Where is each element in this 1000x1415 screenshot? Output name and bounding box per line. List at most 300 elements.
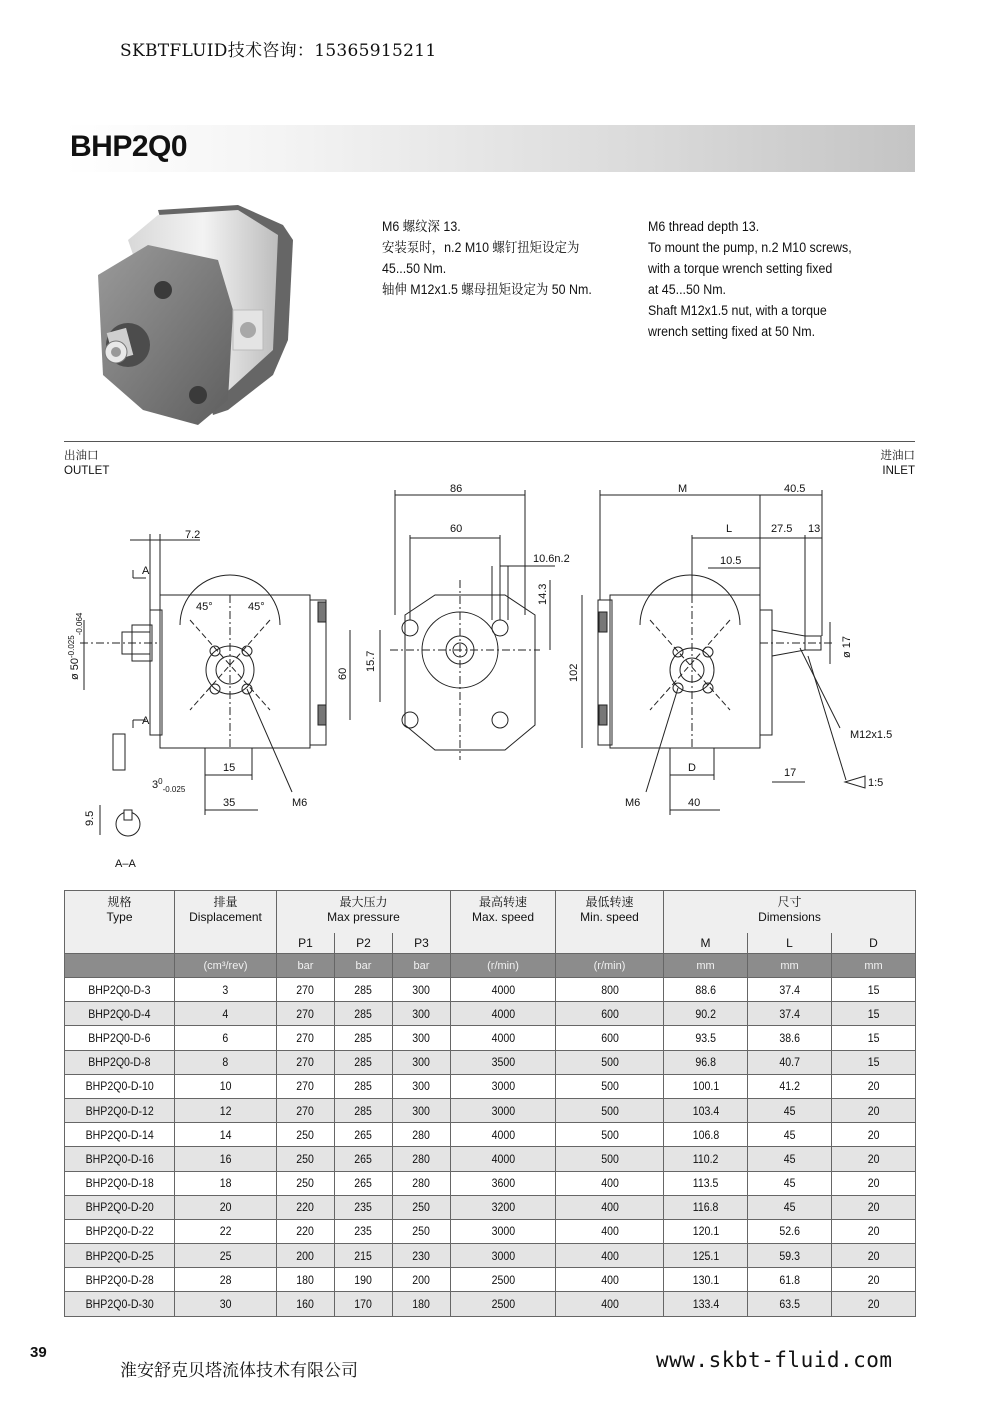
pump-mount-hole [154,281,172,299]
cell-value: 20 [219,1200,232,1215]
table-cell [748,1074,832,1098]
dim-13: 13 [808,523,821,535]
table-cell [451,1026,556,1050]
dim-17: 17 [784,767,797,779]
table-cell [664,978,748,1002]
table-row [65,1171,916,1195]
cell-value: 400 [600,1176,619,1191]
table-cell [65,1147,175,1171]
cell-value: 15 [867,1055,880,1070]
cell-value: 20 [867,1200,880,1215]
table-cell [832,1002,916,1026]
cell-value: 20 [867,1297,880,1312]
table-row [65,1219,916,1243]
table-cell [832,1195,916,1219]
cell-value: 20 [867,1224,880,1239]
table-cell [277,1002,335,1026]
dim-27-5: 27.5 [771,523,793,535]
cell-value: 270 [296,1103,315,1118]
table-cell [832,1123,916,1147]
cell-value: 4000 [491,1030,515,1045]
cell-value: 3000 [491,1248,515,1263]
cell-value: 270 [296,1055,315,1070]
cell-value: 40.7 [779,1055,800,1070]
cell-value: 250 [412,1200,431,1215]
angle-45: 45° [196,601,213,613]
cell-value: 100.1 [692,1079,719,1094]
cell-value: 300 [412,1103,431,1118]
cell-value: 15 [867,982,880,997]
cell-value: 52.6 [779,1224,800,1239]
table-cell [556,978,664,1002]
unit-disp: (cm³/rev) [175,954,277,978]
right-flange [760,610,772,735]
table-cell [175,1123,277,1147]
dim-102: 102 [568,663,580,682]
cell-value: 14 [219,1127,232,1142]
cell-value: BHP2Q0-D-30 [85,1297,154,1312]
table-cell [664,1074,748,1098]
cell-value: 500 [600,1103,619,1118]
table-cell [277,1268,335,1292]
website-link[interactable]: www.skbt-fluid.com [656,1348,893,1372]
table-cell [748,1244,832,1268]
cell-value: 106.8 [692,1127,719,1142]
inlet-label-cn: 进油口 [880,450,915,462]
cell-value: 4 [222,1006,229,1021]
front-bolt-hole [492,620,508,636]
cell-value: 190 [354,1272,373,1287]
cell-value: 180 [296,1272,315,1287]
cell-value: 4000 [491,982,515,997]
page-title: BHP2Q0 [70,130,188,163]
cell-value: 15 [867,1030,880,1045]
table-cell [65,1244,175,1268]
header-row [65,891,916,934]
cell-value: 4000 [491,1006,515,1021]
col-p1: P1 [277,933,335,954]
table-cell [664,1244,748,1268]
title-band [64,125,915,172]
table-row [65,1098,916,1122]
cell-value: 4000 [491,1151,515,1166]
table-cell [664,1171,748,1195]
cell-value: 96.8 [695,1055,716,1070]
dim-3: $3^0_{-0.025}$ [152,777,186,794]
table-cell [664,1050,748,1074]
table-cell [832,1026,916,1050]
cell-value: 41.2 [779,1079,800,1094]
table-cell [335,1123,393,1147]
cell-value: 61.8 [779,1272,800,1287]
table-cell [832,978,916,1002]
right-screw [599,705,607,725]
cell-value: 265 [354,1176,373,1191]
cell-value: 28 [219,1272,232,1287]
cell-value: 400 [600,1248,619,1263]
note-en-line: at 45...50 Nm. [648,282,727,297]
note-cn-line: 45...50 Nm. [382,261,447,276]
cell-value: 25 [219,1248,232,1263]
table-cell [556,1292,664,1316]
cell-value: 600 [600,1006,619,1021]
cell-value: 3000 [491,1224,515,1239]
pump-port [240,322,256,338]
note-cn-line: M6 螺纹深 13. [382,219,461,234]
unit-p3: bar [393,954,451,978]
note-en-line: To mount the pump, n.2 M10 screws, [648,240,852,255]
dim-86: 86 [450,483,463,495]
cell-value: 280 [412,1151,431,1166]
cell-value: 215 [354,1248,373,1263]
table-cell [335,1098,393,1122]
unit-m: mm [664,954,748,978]
table-cell [335,1171,393,1195]
table-row [65,1244,916,1268]
col-max-speed: 最高转速 Max. speed [451,891,556,954]
cell-value: 265 [354,1127,373,1142]
section-mark-a: A [142,715,150,727]
table-cell [65,1292,175,1316]
front-flange-outline [405,595,535,750]
cell-value: 265 [354,1151,373,1166]
cell-value: 235 [354,1224,373,1239]
pump-shaft-center [111,347,121,357]
table-cell [664,1292,748,1316]
table-cell [65,978,175,1002]
table-cell [175,1195,277,1219]
table-cell [832,1268,916,1292]
outlet-label-cn: 出油口 [64,450,99,462]
cell-value: 125.1 [692,1248,719,1263]
table-row [65,1268,916,1292]
cell-value: 220 [296,1224,315,1239]
note-en-line: wrench setting fixed at 50 Nm. [648,324,816,339]
cell-value: BHP2Q0-D-22 [85,1224,154,1239]
cell-value: 12 [219,1103,232,1118]
table-cell [65,1268,175,1292]
table-cell [335,1002,393,1026]
col-displacement: 排量 Displacement [175,891,277,954]
cell-value: 20 [867,1103,880,1118]
header-contact: SKBTFLUID技术咨询：15365915211 [120,41,437,61]
dim-d: D [688,762,696,774]
cell-value: 37.4 [779,982,800,997]
cell-value: 180 [412,1297,431,1312]
right-taper-arrow [845,776,865,788]
cell-value: 250 [412,1224,431,1239]
left-body-outline [160,595,310,748]
table-cell [556,1074,664,1098]
cell-value: 8 [222,1055,229,1070]
cell-value: 130.1 [692,1272,719,1287]
table-row [65,978,916,1002]
dim-14-3: 14.3 [537,583,549,605]
table-cell [393,1026,451,1050]
dim-10-5: 10.5 [720,555,742,567]
front-bolt-hole [402,712,418,728]
cell-value: 270 [296,1079,315,1094]
cell-value: 22 [219,1224,232,1239]
table-row [65,1195,916,1219]
table-cell [277,1147,335,1171]
cell-value: 300 [412,1006,431,1021]
cell-value: BHP2Q0-D-25 [85,1248,154,1263]
table-cell [277,1195,335,1219]
note-cn-line: 安装泵时，n.2 M10 螺钉扭矩设定为 [382,240,580,255]
table-cell [832,1292,916,1316]
cell-value: 285 [354,1103,373,1118]
table-cell [175,1244,277,1268]
outlet-label-en: OUTLET [64,465,110,477]
cell-value: 15 [867,1006,880,1021]
table-cell [393,1268,451,1292]
table-cell [175,978,277,1002]
dim-35: 35 [223,797,236,809]
table-cell [451,1171,556,1195]
table-cell [748,1002,832,1026]
cell-value: 103.4 [692,1103,719,1118]
cell-value: 235 [354,1200,373,1215]
table-cell [335,1292,393,1316]
company-name: 淮安舒克贝塔流体技术有限公司 [120,1361,358,1381]
cell-value: 20 [867,1176,880,1191]
cell-value: 250 [296,1127,315,1142]
table-cell [65,1098,175,1122]
unit-l: mm [748,954,832,978]
cell-value: 400 [600,1272,619,1287]
dim-9-5: 9.5 [84,810,96,826]
table-cell [556,1195,664,1219]
cell-value: 285 [354,1006,373,1021]
table-cell [748,1292,832,1316]
right-screw [599,612,607,632]
right-bolt-hole [673,647,683,657]
cell-value: 120.1 [692,1224,719,1239]
left-bolt-hole [242,646,252,656]
section-mark-a: A [142,565,150,577]
table-cell [393,1195,451,1219]
dim-15-7: 15.7 [365,650,377,672]
table-cell [335,1050,393,1074]
cell-value: 280 [412,1176,431,1191]
cell-value: 116.8 [692,1200,719,1215]
table-cell [393,1002,451,1026]
cell-value: 300 [412,1030,431,1045]
cell-value: 270 [296,982,315,997]
cell-value: 500 [600,1127,619,1142]
cell-value: 45 [783,1127,796,1142]
cell-value: BHP2Q0-D-3 [88,982,151,997]
cell-value: BHP2Q0-D-8 [88,1055,151,1070]
table-cell [335,1026,393,1050]
table-cell [832,1219,916,1243]
table-cell [393,1292,451,1316]
cell-value: 2500 [491,1272,515,1287]
table-cell [556,1244,664,1268]
dim-40-5: 40.5 [784,483,806,495]
table-cell [65,1050,175,1074]
table-cell [175,1050,277,1074]
table-cell [65,1195,175,1219]
cell-value: 300 [412,1079,431,1094]
table-cell [664,1195,748,1219]
cell-value: BHP2Q0-D-20 [85,1200,154,1215]
table-cell [277,1292,335,1316]
cell-value: 10 [219,1079,232,1094]
table-row [65,1050,916,1074]
cell-value: 3 [222,982,229,997]
cell-value: 20 [867,1127,880,1142]
cell-value: 3000 [491,1103,515,1118]
table-cell [748,1026,832,1050]
table-cell [65,1074,175,1098]
side-view [582,490,865,815]
dim-l: L [726,523,733,535]
pump-photo [88,200,303,430]
cell-value: 59.3 [779,1248,800,1263]
right-body-outline [610,595,760,748]
cell-value: 500 [600,1151,619,1166]
table-cell [832,1098,916,1122]
unit-p1: bar [277,954,335,978]
spec-table [64,890,916,1317]
cell-value: 30 [219,1297,232,1312]
notes-chinese [382,216,630,300]
cell-value: 38.6 [779,1030,800,1045]
table-row [65,1074,916,1098]
table-cell [277,1098,335,1122]
table-cell [175,1171,277,1195]
table-cell [277,1123,335,1147]
col-type: 规格 Type [65,891,175,954]
table-cell [451,978,556,1002]
table-cell [748,1219,832,1243]
left-view [80,534,326,836]
cell-value: 280 [412,1127,431,1142]
table-cell [664,1098,748,1122]
cell-value: 200 [296,1248,315,1263]
right-leader-m12 [800,648,840,728]
table-cell [748,1268,832,1292]
section-aa-label: A–A [115,858,136,870]
table-cell [556,1098,664,1122]
table-row [65,1147,916,1171]
cell-value: 500 [600,1079,619,1094]
table-cell [451,1074,556,1098]
dim-60: 60 [450,523,463,535]
col-max-pressure: 最大压力 Max pressure [277,891,451,934]
cell-value: 20 [867,1151,880,1166]
table-cell [65,1123,175,1147]
table-cell [65,1219,175,1243]
table-cell [277,1219,335,1243]
unit-d: mm [832,954,916,978]
col-dimensions: 尺寸 Dimensions [664,891,916,934]
dim-10-6: 10.6n.2 [533,553,570,565]
front-bolt-hole [402,620,418,636]
units-row [65,954,916,978]
table-cell [175,1268,277,1292]
table-cell [451,1292,556,1316]
notes-english [648,216,878,342]
table-cell [335,1219,393,1243]
table-cell [335,1268,393,1292]
left-leader-m6 [247,689,292,792]
section-divider [64,441,915,442]
cell-value: BHP2Q0-D-10 [85,1079,154,1094]
unit-min-speed: (r/min) [556,954,664,978]
col-m: M [664,933,748,954]
cell-value: 110.2 [692,1151,719,1166]
table-cell [664,1268,748,1292]
cell-value: 400 [600,1200,619,1215]
label-m12: M12x1.5 [850,729,893,741]
right-leader-m6 [646,688,678,792]
cell-value: 230 [412,1248,431,1263]
table-cell [175,1147,277,1171]
cell-value: 16 [219,1151,232,1166]
cell-value: 285 [354,982,373,997]
table-cell [556,1050,664,1074]
taper-ratio: 1:5 [868,777,884,789]
pump-mount-hole [189,386,207,404]
table-cell [65,1002,175,1026]
cell-value: 285 [354,1055,373,1070]
table-cell [748,1195,832,1219]
unit-max-speed: (r/min) [451,954,556,978]
unit-type [65,954,175,978]
note-en-line: M6 thread depth 13. [648,219,760,234]
cell-value: 400 [600,1224,619,1239]
table-cell [451,1244,556,1268]
angle-45: 45° [248,601,265,613]
cell-value: 3600 [491,1176,515,1191]
table-cell [556,1219,664,1243]
note-cn-line: 轴伸 M12x1.5 螺母扭矩设定为 50 Nm. [382,282,592,297]
cell-value: BHP2Q0-D-14 [85,1127,154,1142]
table-cell [277,978,335,1002]
dim-40: 40 [688,797,701,809]
left-key [113,734,125,770]
cell-value: 300 [412,982,431,997]
cell-value: 2500 [491,1297,515,1312]
dim-phi50: ø $50^{-0.025}_{-0.064}$ [67,612,84,680]
table-cell [175,1098,277,1122]
table-cell [748,1147,832,1171]
cell-value: 220 [296,1200,315,1215]
cell-value: 3200 [491,1200,515,1215]
front-bolt-hole [492,712,508,728]
table-cell [832,1050,916,1074]
table-cell [175,1219,277,1243]
cell-value: BHP2Q0-D-28 [85,1272,154,1287]
page-number: 39 [30,1344,47,1361]
table-cell [832,1171,916,1195]
table-cell [451,1195,556,1219]
cell-value: 3000 [491,1079,515,1094]
table-cell [175,1002,277,1026]
table-cell [832,1244,916,1268]
cell-value: 88.6 [695,982,716,997]
cell-value: 90.2 [695,1006,716,1021]
table-cell [65,1026,175,1050]
table-row [65,1002,916,1026]
table-cell [748,978,832,1002]
table-cell [393,1219,451,1243]
section-aa-key [124,810,132,820]
dim-7-2: 7.2 [185,529,201,541]
